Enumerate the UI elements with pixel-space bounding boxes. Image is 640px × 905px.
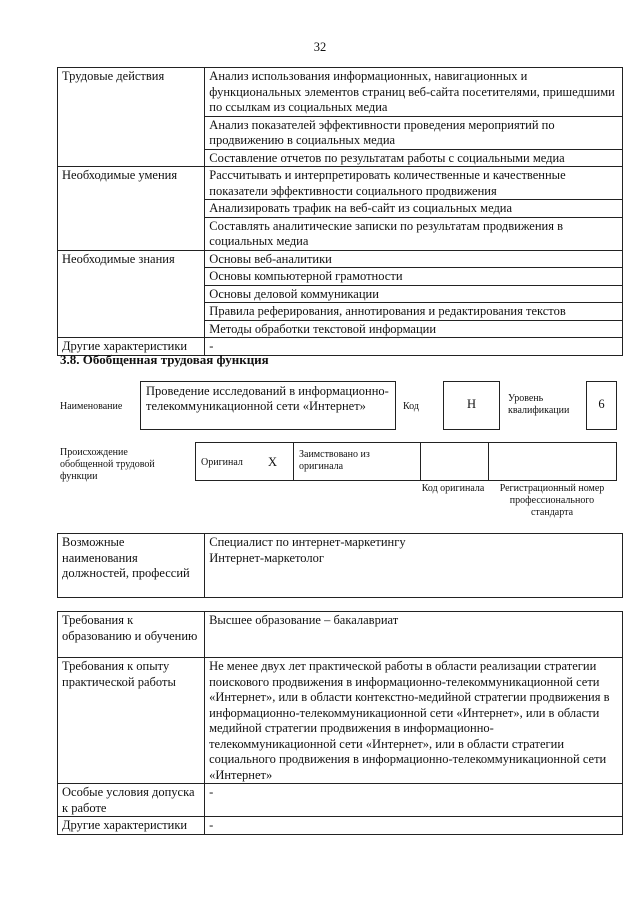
level-label: Уровень квалификации	[508, 393, 570, 416]
row-label: Особые условия допуска к работе	[58, 784, 205, 817]
borrowed-label: Заимствовано из оригинала	[299, 449, 370, 472]
table-cell: -	[205, 338, 623, 356]
original-label: Оригинал	[201, 457, 243, 468]
level-box	[586, 381, 617, 430]
table-row	[58, 534, 623, 598]
table-row	[58, 658, 623, 784]
level-value: 6	[598, 397, 605, 411]
positions-table	[57, 533, 623, 598]
table-cell: Основы компьютерной грамотности	[205, 268, 623, 286]
row-label: Другие характеристики	[58, 817, 205, 835]
table-cell: Методы обработки текстовой информации	[205, 320, 623, 338]
caption-code: Код оригинала	[421, 483, 485, 494]
origin-label: Происхождение обобщенной трудовой функции	[60, 447, 155, 482]
page-number: 32	[313, 40, 327, 54]
table-cell: Основы деловой коммуникации	[205, 285, 623, 303]
table-row	[58, 250, 623, 268]
table-cell: -	[205, 817, 623, 835]
row-label: Необходимые знания	[58, 250, 205, 338]
table-cell: Составление отчетов по результатам работы с социальными медиа	[205, 149, 623, 167]
origin-box	[195, 442, 617, 481]
row-label: Необходимые умения	[58, 167, 205, 251]
table-cell: Правила реферирования, аннотирования и редактирования текстов	[205, 303, 623, 321]
table-cell	[205, 534, 623, 598]
table-cell: Рассчитывать и интерпретировать количественные и качественные показатели эффективности социального продвижения	[205, 167, 623, 200]
requirements-table	[57, 611, 623, 835]
name-label: Наименование	[60, 401, 123, 412]
row-label: Возможные наименования должностей, профессий	[58, 534, 205, 598]
position-item: Интернет-маркетолог	[209, 550, 325, 565]
row-label: Трудовые действия	[58, 68, 205, 167]
original-mark: X	[268, 455, 278, 469]
row-label: Требования к образованию и обучению	[58, 612, 205, 658]
code-value: Н	[466, 397, 477, 411]
table-cell: Составлять аналитические записки по результатам продвижения в социальных медиа	[205, 217, 623, 250]
table-row	[58, 68, 623, 117]
code-label: Код	[403, 401, 419, 412]
caption-reg: Регистрационный номер профессионального стандарта	[499, 483, 605, 518]
table-cell: -	[205, 784, 623, 817]
table-cell: Анализировать трафик на веб-сайт из социальных медиа	[205, 200, 623, 218]
row-label: Другие характеристики	[58, 338, 205, 356]
labor-functions-table	[57, 67, 623, 356]
table-cell: Основы веб-аналитики	[205, 250, 623, 268]
table-cell: Высшее образование – бакалавриат	[205, 612, 623, 658]
table-cell: Не менее двух лет практической работы в области реализации стратегии поискового продвижения в информационно-телекоммуникационной сети «Интернет», или в области контекстно-медийной стратегии продвижения в информационно-телекоммуникационной сети «Интернет», или в области медийной стратегии продвижения в информационно-телекоммуникационной сети «Интернет», или в области стратегии социального продвижения в информационно-телекоммуникационной сети «Интернет»	[205, 658, 623, 784]
code-box	[443, 381, 500, 430]
function-name-value: Проведение исследований в информационно-телекоммуникационной сети «Интернет»	[146, 384, 389, 413]
row-label: Требования к опыту практической работы	[58, 658, 205, 784]
table-row	[58, 167, 623, 200]
section-heading: 3.8. Обобщенная трудовая функция	[60, 352, 269, 367]
table-row	[58, 784, 623, 817]
table-cell: Анализ показателей эффективности проведения мероприятий по продвижению в социальных медиа	[205, 116, 623, 149]
function-name-box	[140, 381, 396, 430]
table-row	[58, 612, 623, 658]
table-cell: Анализ использования информационных, навигационных и функциональных элементов страниц веб-сайта посетителями, пришедшими по ссылкам из социальных медиа	[205, 68, 623, 117]
position-item: Специалист по интернет-маркетингу	[209, 535, 406, 549]
table-row	[58, 817, 623, 835]
